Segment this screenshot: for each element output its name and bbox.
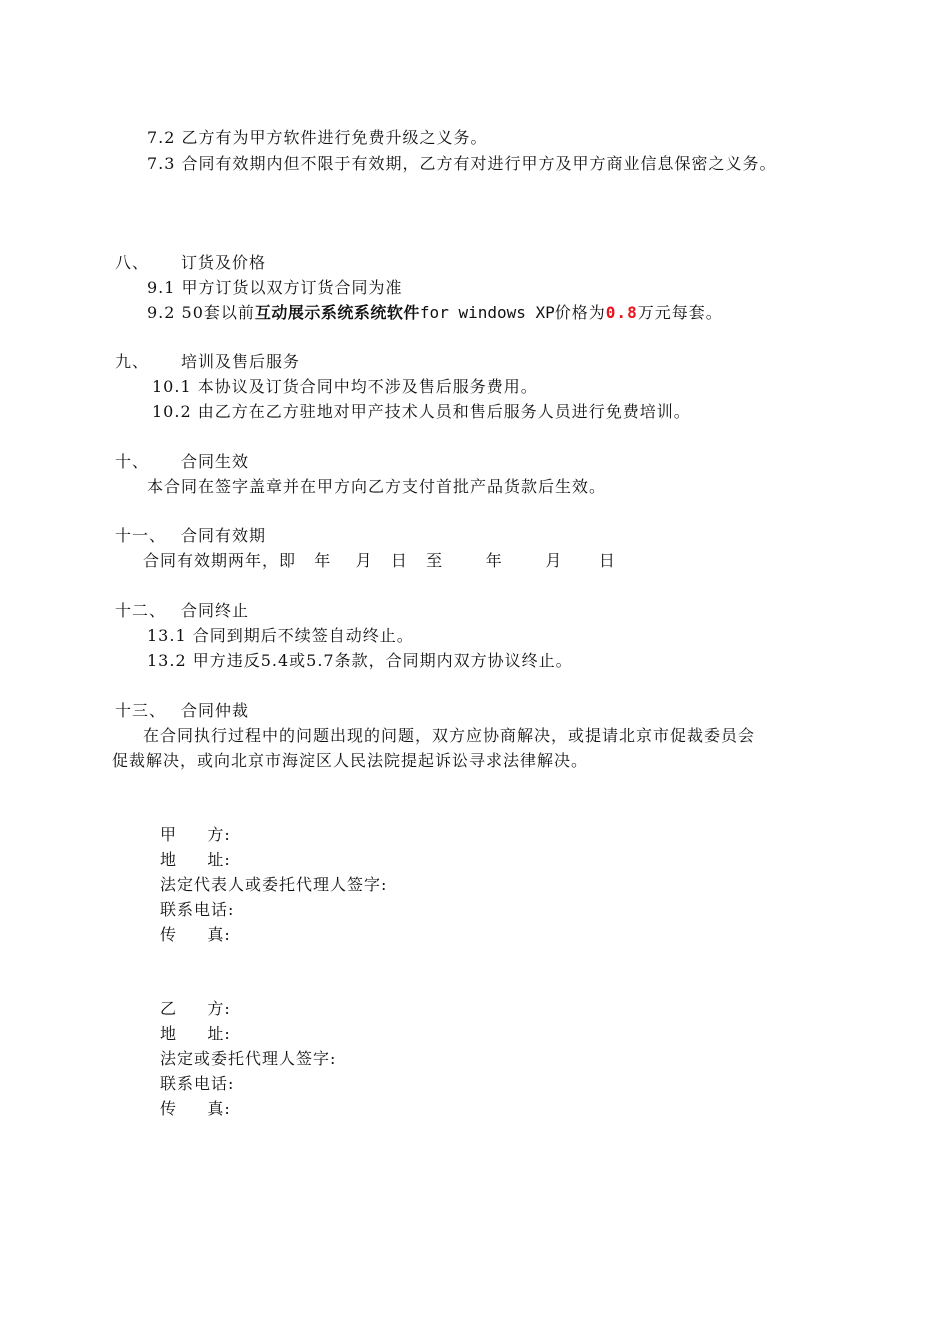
party-a-phone-label: 联系电话: [160,900,235,919]
section-10-heading [115,451,249,473]
section-8-title: 订货及价格 [181,253,267,272]
party-a-signatory-label: 法定代表人或委托代理人签字: [160,875,388,894]
section-10-body: 本合同在签字盖章并在甲方向乙方支付首批产品货款后生效。 [147,477,607,496]
section-13-body-line2: 促裁解决，或向北京市海淀区人民法院提起诉讼寻求法律解决。 [112,751,589,770]
section-8-number: 八、 [115,253,150,272]
clause-9-2 [147,302,723,324]
party-a-label: 甲 方: [160,825,231,844]
section-10-number: 十、 [115,452,150,471]
party-a-address-label: 地 址: [160,850,231,869]
section-8-heading [115,252,266,274]
section-11-heading [115,525,266,547]
clause-9-2-mid: 价格为 [554,303,606,322]
price-value: 0.8 [605,303,638,322]
clause-9-1: 9.1 甲方订货以双方订货合同为准 [147,278,403,297]
product-name: 互动展示系统系统软件 [254,303,420,322]
party-a-fax-label: 传 真: [160,925,231,944]
clause-9-2-prefix: 9.2 50套以前 [147,303,255,322]
section-11-number: 十一、 [115,526,167,545]
section-13-heading [115,700,249,722]
platform-name: for windows XP [419,303,555,322]
section-9-heading [115,351,300,373]
clause-13-2: 13.2 甲方违反5.4或5.7条款，合同期内双方协议终止。 [147,651,573,670]
clause-10-2: 10.2 由乙方在乙方驻地对甲产技术人员和售后服务人员进行免费培训。 [152,402,691,421]
section-13-title: 合同仲裁 [181,701,250,720]
party-b-phone-label: 联系电话: [160,1074,235,1093]
section-11-title: 合同有效期 [181,526,267,545]
clause-10-1: 10.1 本协议及订货合同中均不涉及售后服务费用。 [152,377,538,396]
section-9-number: 九、 [115,352,150,371]
section-12-title: 合同终止 [181,601,250,620]
party-b-signatory-label: 法定或委托代理人签字: [160,1049,337,1068]
clause-7-3: 7.3 合同有效期内但不限于有效期，乙方有对进行甲方及甲方商业信息保密之义务。 [147,154,777,173]
section-10-title: 合同生效 [181,452,250,471]
party-b-address-label: 地 址: [160,1024,231,1043]
section-11-body: 合同有效期两年，即 年 月 日 至 年 月 日 [143,551,616,570]
section-13-body-line1: 在合同执行过程中的问题出现的问题，双方应协商解决，或提请北京市促裁委员会 [143,726,756,745]
section-9-title: 培训及售后服务 [181,352,301,371]
section-12-heading [115,600,249,622]
section-12-number: 十二、 [115,601,167,620]
clause-9-2-suffix: 万元每套。 [637,303,723,322]
party-b-label: 乙 方: [160,999,231,1018]
party-b-fax-label: 传 真: [160,1099,231,1118]
clause-13-1: 13.1 合同到期后不续签自动终止。 [147,626,414,645]
section-13-number: 十三、 [115,701,167,720]
clause-7-2: 7.2 乙方有为甲方软件进行免费升级之义务。 [147,128,488,147]
